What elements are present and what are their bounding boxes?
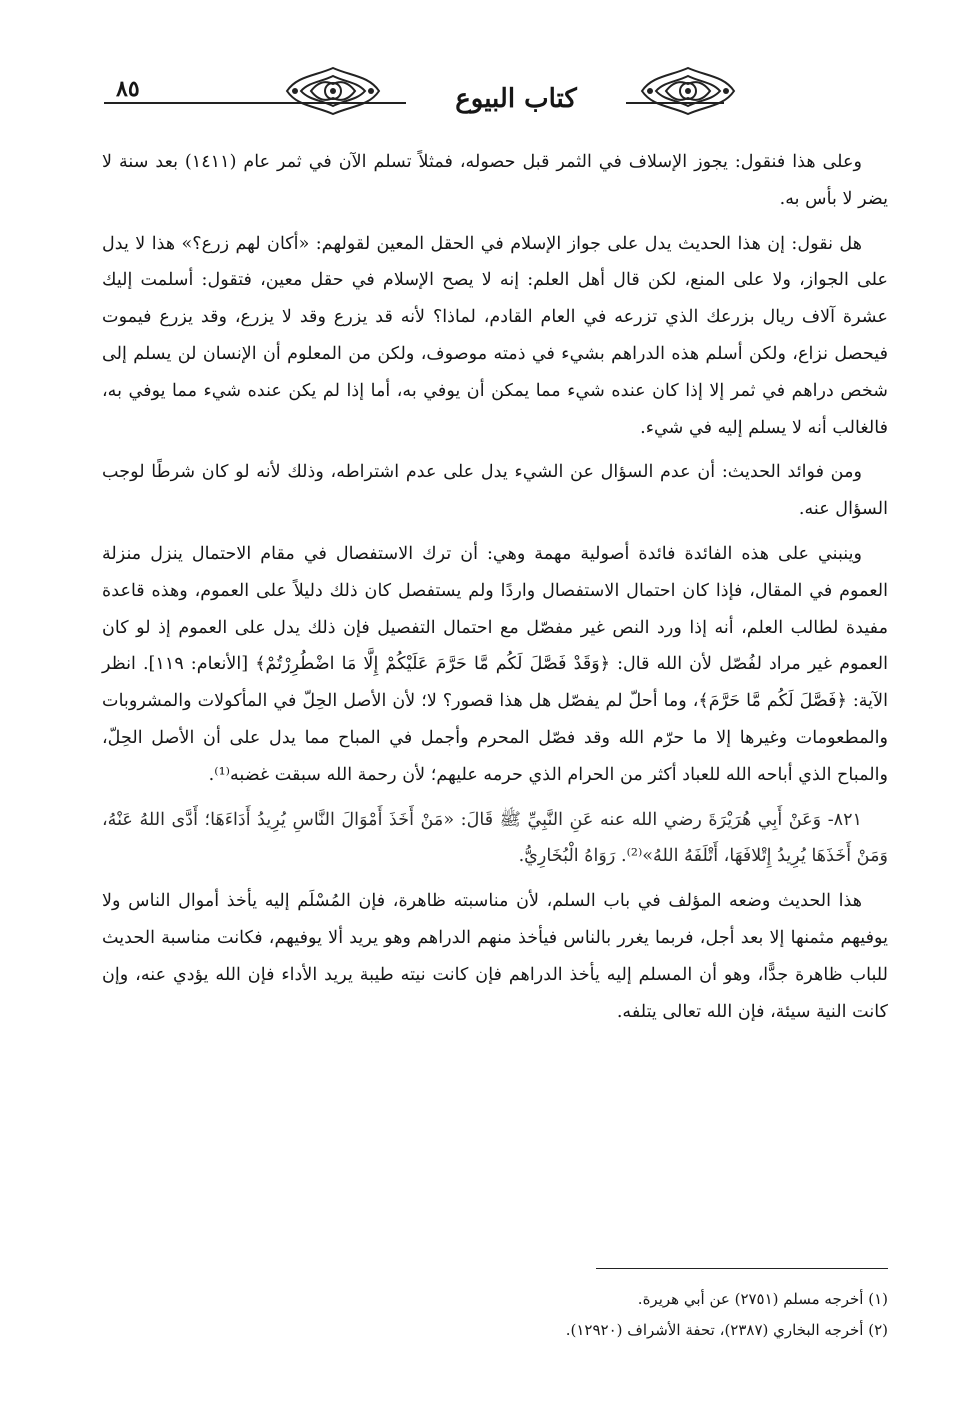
commentary-paragraph: هذا الحديث وضعه المؤلف في باب السلم، لأن مناسبته ظاهرة، فإن المُسْلَم إليه يأخذ أموال الناس ولا يوفيهم مثمنها إلا بعد أجل، فربما يغرر بالناس فيأخذ منهم الدراهم وهو يريد ألا يوفيهم، فكانت مناسبة الحديث للباب ظاهرة جدًّا، وهو أن المسلم إليه يأخذ الدراهم فإن كانت نيته طيبة يريد الأداء فإن الله يؤدي عنه، وإن كانت النية سيئة، فإن الله تعالى يتلفه. [102,891,888,1022]
footnote: (١) أخرجه مسلم (٢٧٥١) عن أبي هريرة. [637,1290,888,1308]
footnotes [102,1284,888,1346]
paragraph: هل نقول: إن هذا الحديث يدل على جواز الإسلام في الحقل المعين لقولهم: «أكان لهم زرع؟» هذا لا يدل على الجواز، ولا على المنع، لكن قال أهل العلم: إنه لا يصح الإسلام في حقل معين، فتقول: أسلمت إليك عشرة آلاف ريال بزرعك الذي تزرعه في العام القادم، لماذا؟ لأنه قد يزرع وقد لا يزرع، وقد يزرع فيموت فيحصل نزاع، ولكن أسلم هذه الدراهم بشيء في ذمته موصوف، ولكن من المعلوم أن الإنسان لن يسلم إلى شخص دراهم في ثمر إلا إذا كان عنده شيء مما يمكن أن يوفي به، أما إذا لم يكن عنده شيء مما يوفي به، فالغالب أنه لا يسلم إليه في شيء. [102,233,888,438]
right-ornament-icon [636,62,740,120]
paragraph: وينبني على هذه الفائدة فائدة أصولية مهمة وهي: أن ترك الاستفصال في مقام الاحتمال ينزل منزلة العموم في المقال، فإذا كان احتمال الاستفصال واردًا ولم يستفصل كان ذلك دليلاً على العموم، وهذه قاعدة مفيدة لطالب العلم، أنه إذا ورد النص غير مفصّل مع احتمال التفصيل فإن ذلك يدل على العموم إذ لو كان العموم غير مراد لفُصّل لأن الله قال: ﴿وَقَدْ فَصَّلَ لَكُم مَّا حَرَّمَ عَلَيْكُمْ إِلَّا مَا اضْطُرِرْتُمْ﴾ [الأنعام: ١١٩]. انظر الآية: ﴿فَصَّلَ لَكُم مَّا حَرَّمَ﴾، وما أحلّ لم يفصّل هل هذا قصور؟ لا؛ لأن الأصل الحِلّ في المأكولات والمشروبات والمطعومات وغيرها إلا ما حرّم الله وقد فصّل المحرم وأجمل في المباح مما يدل على أن الأصل الحِلّ، والمباح الذي أباحه الله للعباد أكثر من الحرام الذي حرمه عليهم؛ لأن رحمة الله سبقت غضبه⁽¹⁾. [102,543,888,785]
paragraph: ومن فوائد الحديث: أن عدم السؤال عن الشيء يدل على عدم اشتراطه، وذلك لأنه لو كان شرطًا لوجب السؤال عنه. [102,462,888,520]
running-header [96,58,732,130]
footnote-rule [596,1268,888,1269]
header-title: كتاب البيوع [406,82,626,116]
footnote: (٢) أخرجه البخاري (٢٣٨٧)، تحفة الأشراف (١٢٩٢٠). [565,1321,888,1339]
left-ornament-icon [281,62,385,120]
main-text [102,144,888,1038]
page-number: ٨٥ [116,76,140,102]
hadith-text: ٨٢١- وَعَنْ أَبِي هُرَيْرَةَ رضي الله عنه عَنِ النَّبِيِّ ﷺ قَالَ: «مَنْ أَخَذَ أَمْوَالَ النَّاسِ يُرِيدُ أَدَاءَهَا؛ أَدَّى اللهُ عَنْهُ، وَمَنْ أَخَذَهَا يُرِيدُ إِتْلافَهَا، أَتْلَفَهُ اللهُ»⁽²⁾. رَوَاهُ الْبُخَارِيُّ. [102,809,888,867]
paragraph: وعلى هذا فنقول: يجوز الإسلاف في الثمر قبل حصوله، فمثلاً تسلم الآن في ثمر عام (١٤١١) بعد سنة لا يضر لا بأس به. [102,152,888,209]
